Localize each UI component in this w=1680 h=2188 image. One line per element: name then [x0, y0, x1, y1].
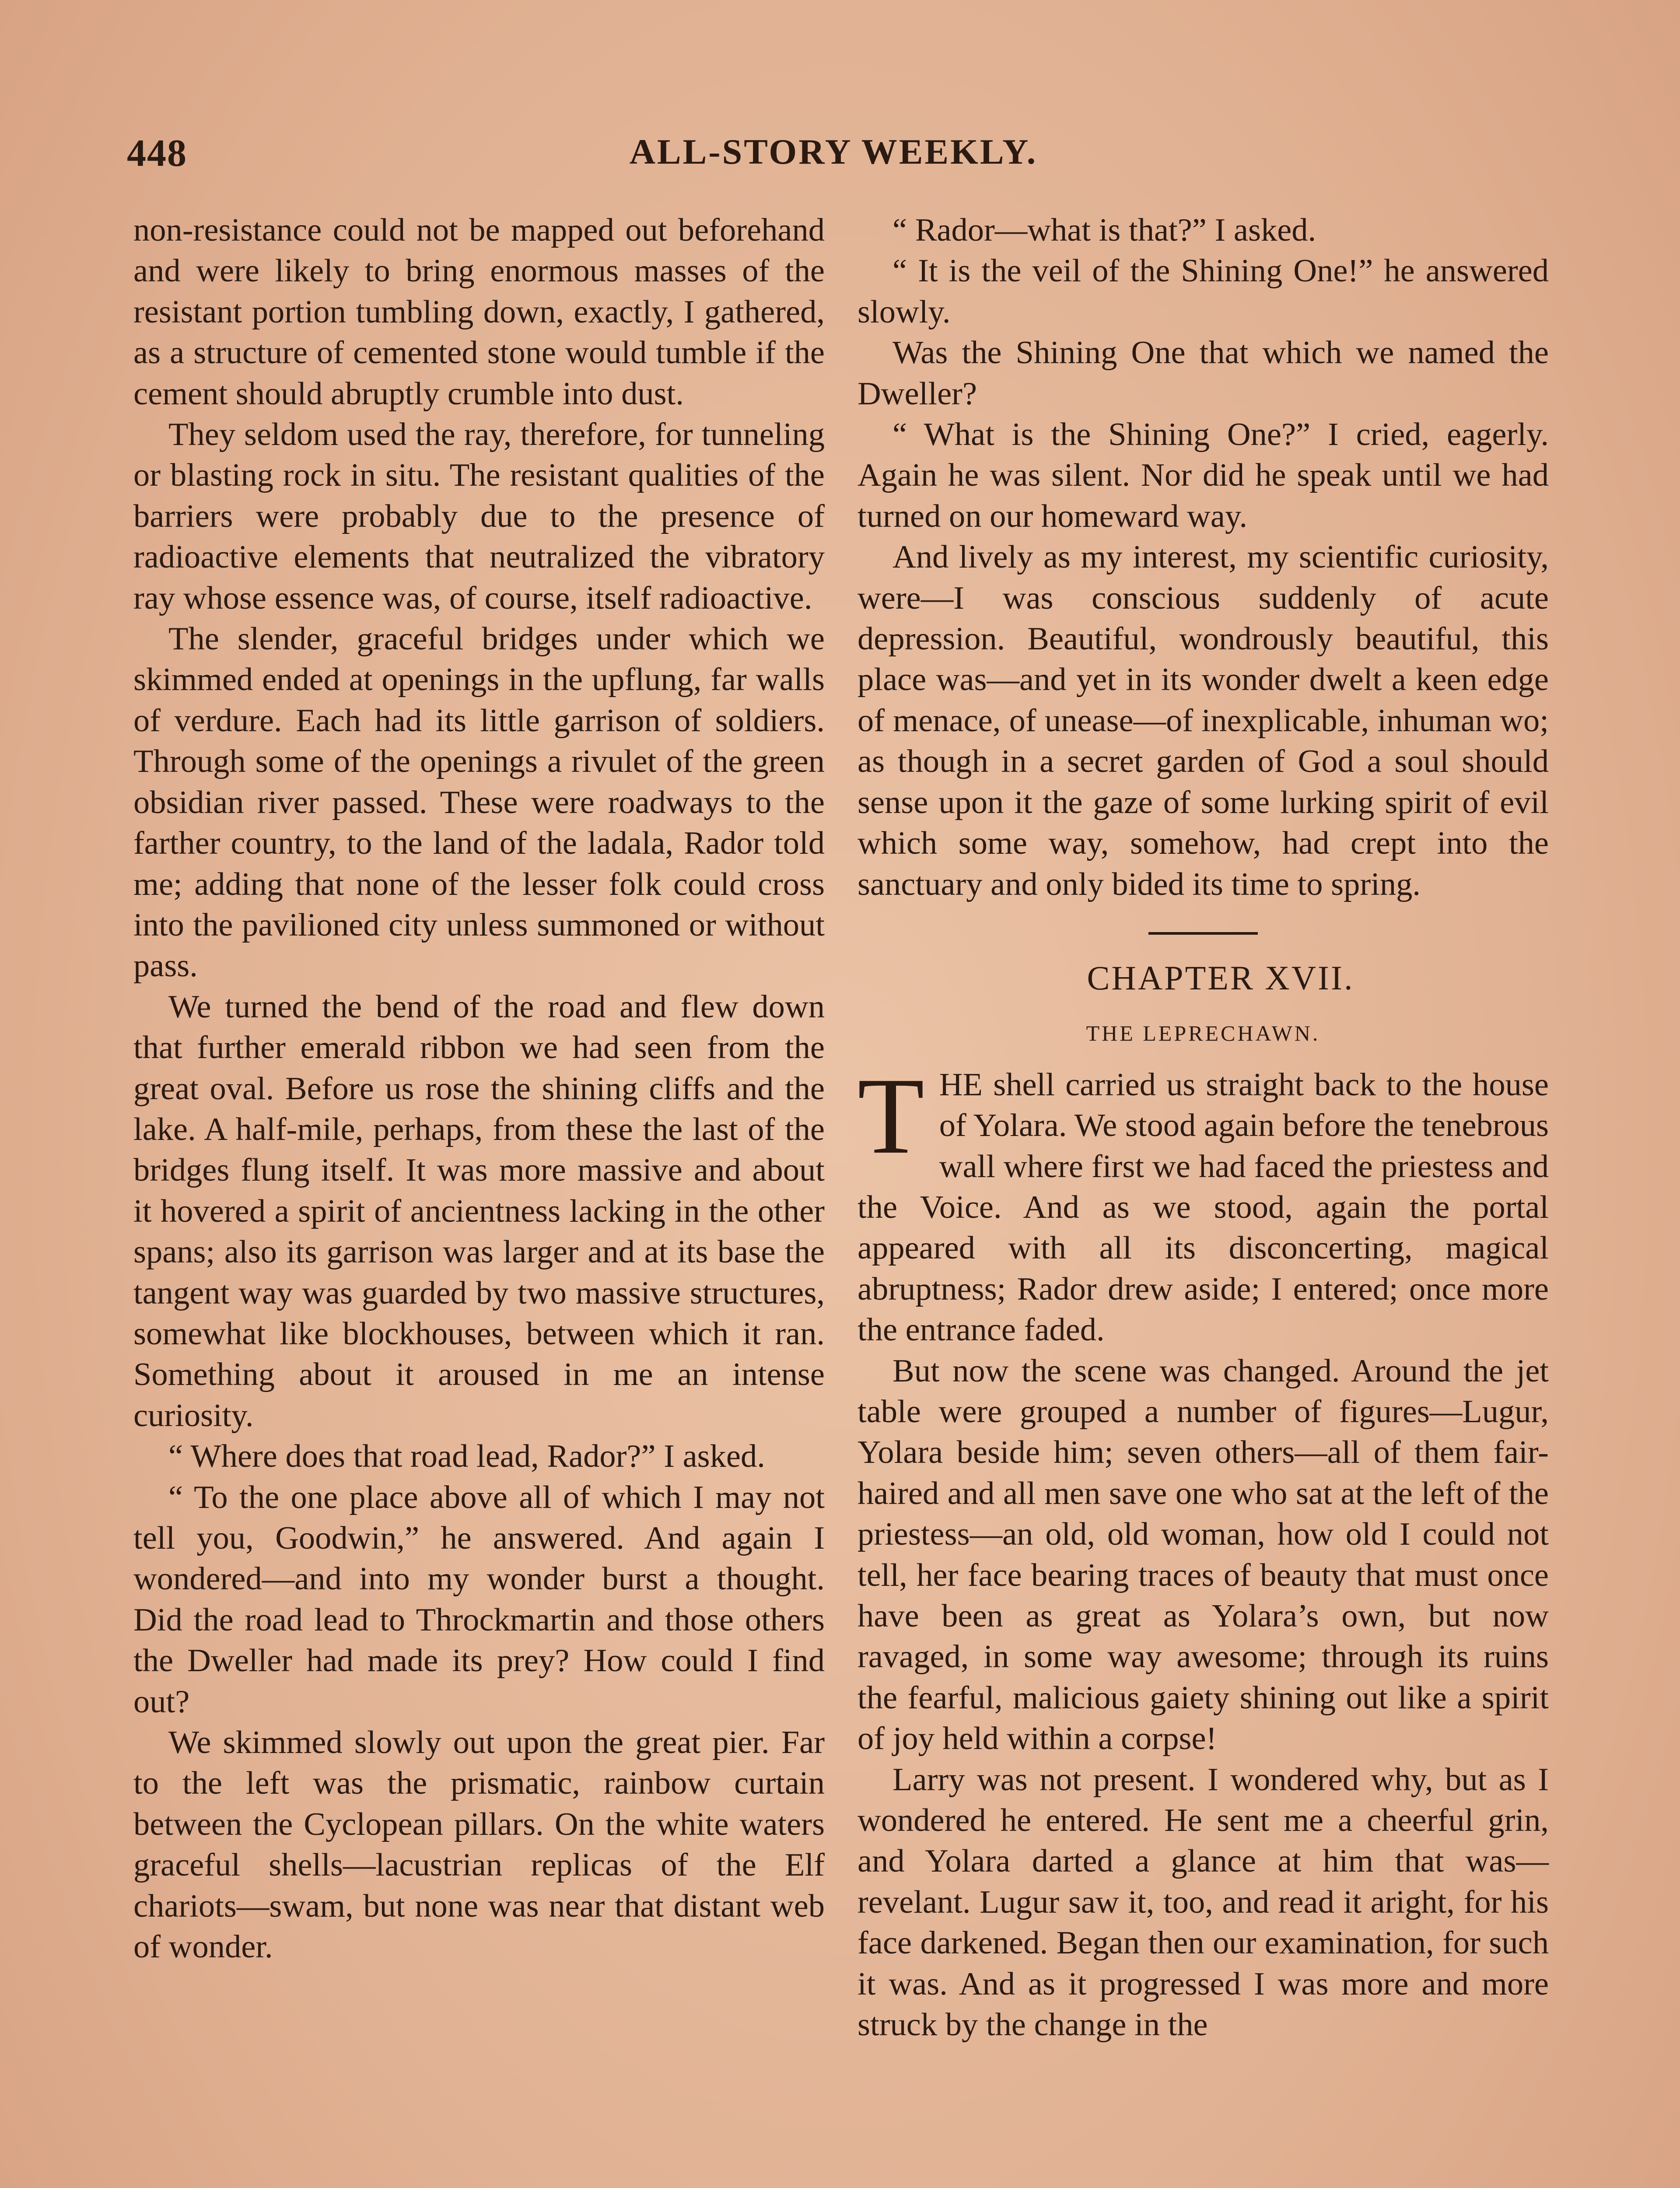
paragraph: But now the scene was changed. Around the jet table were grouped a number of figures—Lugur, Yolara beside him; seven others—all of them fair-haired and all men save one who sat at the left of the priestess—an old, old woman, how old I could not tell, her face bearing traces of beauty that must once have been as great as Yolara’s own, but now ravaged, in some way awesome; through its ruins the fearful, malicious gaiety shining out like a spirit of joy held within a corpse! — [858, 1353, 1549, 1757]
drop-cap: T — [858, 1055, 924, 1177]
page-number: 448 — [127, 132, 187, 175]
left-column — [133, 210, 825, 1967]
paragraph: We skimmed slowly out upon the great pier. Far to the left was the prismatic, rainbow curtain between the Cyclopean pillars. On the white waters graceful shells—lacustrian replicas of the Elf chariots—swam, but none was near that distant web of wonder. — [133, 1725, 825, 1965]
paragraph: “ What is the Shining One?” I cried, eagerly. Again he was silent. Nor did he speak until we had turned on our homeward way. — [858, 417, 1549, 534]
section-divider — [1148, 932, 1258, 935]
paragraph: “ Where does that road lead, Rador?” I asked. — [168, 1438, 765, 1475]
paragraph: We turned the bend of the road and flew down that further emerald ribbon we had seen from the great oval. Before us rose the shining cliffs and the lake. A half-mile, perhaps, from these the last of the bridges flung itself. It was more massive and about it hovered a spirit of ancientness lacking in the other spans; also its garrison was larger and at its base the tangent way was guarded by two massive structures, somewhat like blockhouses, between which it ran. Something about it aroused in me an intense curiosity. — [133, 989, 825, 1434]
paragraph: Was the Shining One that which we named the Dweller? — [858, 335, 1549, 412]
paragraph: Larry was not present. I wondered why, but as I wondered he entered. He sent me a cheerful grin, and Yolara darted a glance at him that was—revelant. Lugur saw it, too, and read it aright, for his face darkened. Began then our examination, for such it was. And as it progressed I was more and more struck by the change in the — [858, 1761, 1549, 2043]
paragraph: The slender, graceful bridges under which we skimmed ended at openings in the upflung, far walls of verdure. Each had its little garrison of soldiers. Through some of the openings a rivulet of the green obsidian river passed. These were roadways to the farther country, to the land of the ladala, Rador told me; adding that none of the lesser folk could cross into the pavilioned city unless summoned or without pass. — [133, 621, 825, 984]
paragraph: “ It is the veil of the Shining One!” he answered slowly. — [858, 253, 1549, 330]
paragraph: They seldom used the ray, therefore, for tunneling or blasting rock in situ. The resistant qualities of the barriers were probably due to the presence of radioactive elements that neutralized the vibratory ray whose essence was, of course, itself radioactive. — [133, 417, 825, 616]
page-header — [127, 131, 1540, 184]
chapter-first-paragraph — [858, 1055, 1549, 1351]
chapter-title: CHAPTER XVII. — [1087, 958, 1354, 997]
running-title: ALL-STORY WEEKLY. — [629, 132, 1038, 172]
right-column — [858, 210, 1549, 2045]
paragraph: “ To the one place above all of which I may not tell you, Goodwin,” he answered. And again I wondered—and into my wonder burst a thought. Did the road lead to Throckmartin and those others the Dweller had made its prey? How could I find out? — [133, 1479, 825, 1720]
paragraph: “ Rador—what is that?” I asked. — [892, 212, 1316, 248]
chapter-first-paragraph-text: HE shell carried us straight back to the house of Yolara. We stood again before the tenebrous wall where first we had faced the priestess and the Voice. And as we stood, again the portal appeared with all its disconcerting, magical abruptness; Rador drew aside; I entered; once more the entrance faded. — [858, 1066, 1549, 1348]
paragraph: And lively as my interest, my scientific curiosity, were—I was conscious suddenly of acute depression. Beautiful, wondrously beautiful, this place was—and yet in its wonder dwelt a keen edge of menace, of unease—of inexplicable, inhuman wo; as though in a secret garden of God a soul should sense upon it the gaze of some lurking spirit of evil which some way, somehow, had crept into the sanctuary and only bided its time to spring. — [858, 539, 1549, 902]
chapter-subtitle: THE LEPRECHAWN. — [1086, 1021, 1320, 1046]
paragraph: non-resistance could not be mapped out beforehand and were likely to bring enormous masses of the resistant portion tumbling down, exactly, I gathered, as a structure of cemented stone would tumble if the cement should abruptly crumble into dust. — [133, 212, 825, 412]
